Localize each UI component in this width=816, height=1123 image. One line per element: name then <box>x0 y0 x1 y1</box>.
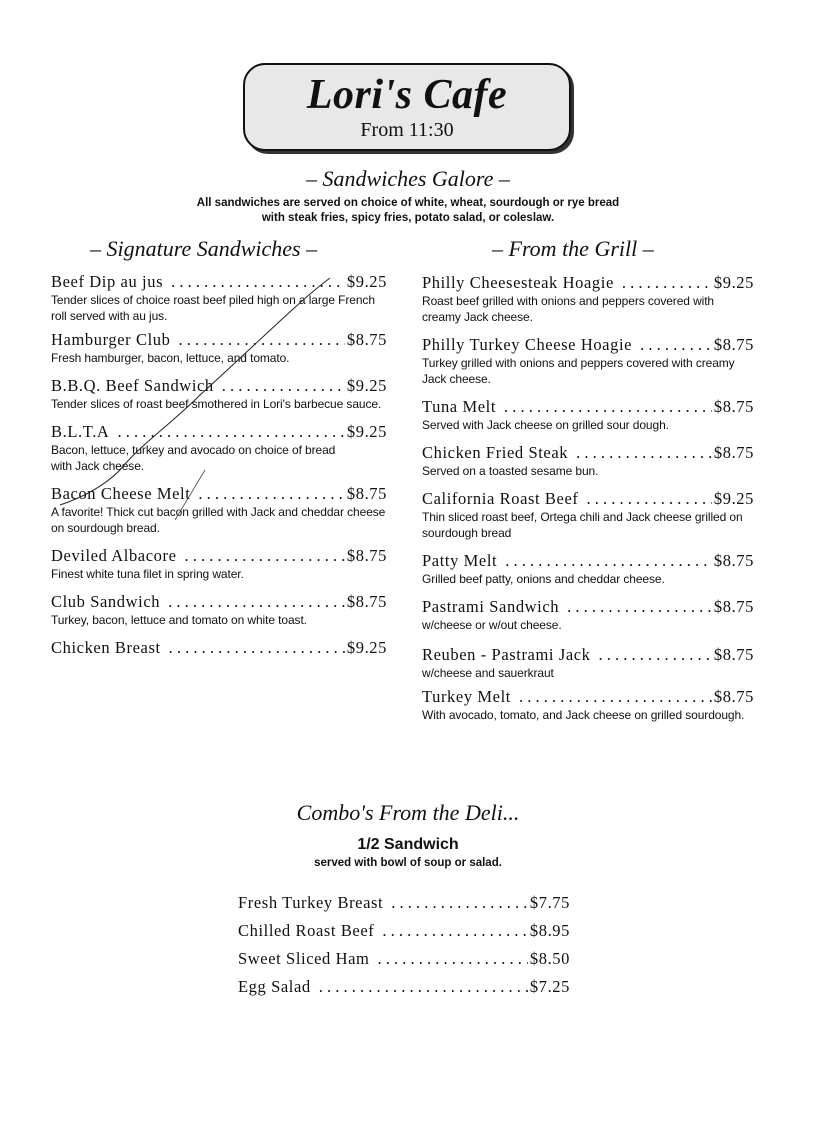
item-price: $8.75 <box>346 546 387 565</box>
item-price: $8.75 <box>713 597 754 616</box>
item-description: Served on a toasted sesame bun. <box>422 464 599 478</box>
item-price: $8.75 <box>713 397 754 416</box>
item-name: Patty Melt <box>422 551 498 570</box>
combo-heading: Combo's From the Deli... <box>296 800 520 825</box>
sandwiches-note-2: with steak fries, spicy fries, potato salad, or coleslaw. <box>261 212 555 224</box>
leader-dots <box>185 546 345 566</box>
sandwiches-heading: – Sandwiches Galore – <box>306 166 510 191</box>
item-price: $9.25 <box>346 422 387 441</box>
item-description: Bacon, lettuce, turkey and avocado on choice of bread with Jack cheese. <box>51 443 336 473</box>
item-price: $8.75 <box>713 335 754 354</box>
leader-dots <box>576 443 712 463</box>
item-name: B.L.T.A <box>51 422 110 441</box>
item-name: Turkey Melt <box>422 687 511 706</box>
item-price: $8.75 <box>713 687 754 706</box>
item-price: $8.75 <box>713 443 754 462</box>
menu-item <box>51 638 387 658</box>
item-name: Philly Turkey Cheese Hoagie <box>422 335 633 354</box>
item-price: $9.25 <box>713 273 754 292</box>
item-description: Tender slices of roast beef smothered in Lori's barbecue sauce. <box>51 397 382 411</box>
menu-item <box>422 551 754 597</box>
signature-list <box>51 272 387 658</box>
leader-dots <box>222 376 345 396</box>
menu-item <box>238 949 570 977</box>
item-price: $8.75 <box>346 330 387 349</box>
item-description: Turkey, bacon, lettuce and tomato on white toast. <box>51 613 307 627</box>
leader-dots <box>599 645 712 665</box>
menu-item <box>51 272 387 326</box>
leader-dots <box>319 977 528 997</box>
item-name: California Roast Beef <box>422 489 579 508</box>
item-description: Tender slices of choice roast beef piled high on a large French roll served with au jus. <box>51 293 375 323</box>
signature-heading: – Signature Sandwiches – <box>90 236 318 261</box>
menu-item <box>422 397 754 443</box>
leader-dots <box>168 592 345 612</box>
leader-dots <box>198 484 344 504</box>
menu-item <box>51 546 387 592</box>
item-description: With avocado, tomato, and Jack cheese on grilled sourdough. <box>422 708 745 722</box>
leader-dots <box>505 551 712 571</box>
menu-item <box>422 645 754 687</box>
leader-dots <box>519 687 712 707</box>
leader-dots <box>504 397 712 417</box>
cafe-name: Lori's Cafe <box>306 72 508 118</box>
menu-item <box>422 273 754 335</box>
item-name: Philly Cheesesteak Hoagie <box>422 273 614 292</box>
item-name: Egg Salad <box>238 977 311 996</box>
menu-item <box>238 921 570 949</box>
menu-item <box>422 597 754 643</box>
item-name: Chicken Breast <box>51 638 161 657</box>
leader-dots <box>382 921 528 941</box>
item-description: w/cheese and sauerkraut <box>422 666 554 680</box>
item-price: $9.25 <box>346 376 387 395</box>
combo-note: served with bowl of soup or salad. <box>314 857 502 869</box>
item-name: Club Sandwich <box>51 592 161 611</box>
item-price: $8.75 <box>346 484 387 503</box>
menu-item <box>51 376 387 422</box>
item-price: $7.25 <box>529 977 570 996</box>
item-name: Bacon Cheese Melt <box>51 484 191 503</box>
sandwiches-note-1: All sandwiches are served on choice of white, wheat, sourdough or rye bread <box>196 197 620 209</box>
leader-dots <box>391 893 528 913</box>
leader-dots <box>178 330 344 350</box>
item-description: Grilled beef patty, onions and cheddar cheese. <box>422 572 665 586</box>
item-description: Fresh hamburger, bacon, lettuce, and tomato. <box>51 351 290 365</box>
menu-item <box>422 443 754 489</box>
item-price: $7.75 <box>529 893 570 912</box>
leader-dots <box>640 335 712 355</box>
grill-heading: – From the Grill – <box>492 236 654 261</box>
item-name: Deviled Albacore <box>51 546 177 565</box>
item-description: Finest white tuna filet in spring water. <box>51 567 244 581</box>
item-name: Hamburger Club <box>51 330 171 349</box>
menu-item <box>51 592 387 638</box>
item-name: Tuna Melt <box>422 397 497 416</box>
menu-item <box>238 977 570 997</box>
menu-item <box>51 422 387 484</box>
item-description: w/cheese or w/out cheese. <box>422 618 562 632</box>
menu-item <box>422 687 754 723</box>
item-name: Chicken Fried Steak <box>422 443 569 462</box>
combo-list <box>238 893 570 997</box>
leader-dots <box>567 597 712 617</box>
title-box <box>243 63 571 151</box>
item-description: Turkey grilled with onions and peppers covered with creamy Jack cheese. <box>422 356 735 386</box>
leader-dots <box>171 272 345 292</box>
item-description: Served with Jack cheese on grilled sour dough. <box>422 418 669 432</box>
menu-item <box>422 489 754 551</box>
menu-item <box>51 330 387 376</box>
leader-dots <box>622 273 712 293</box>
grill-list <box>422 273 754 723</box>
item-name: B.B.Q. Beef Sandwich <box>51 376 214 395</box>
item-name: Reuben - Pastrami Jack <box>422 645 591 664</box>
leader-dots <box>169 638 345 658</box>
item-name: Pastrami Sandwich <box>422 597 560 616</box>
item-name: Beef Dip au jus <box>51 272 164 291</box>
item-name: Sweet Sliced Ham <box>238 949 370 968</box>
item-price: $9.25 <box>346 272 387 291</box>
item-description: Roast beef grilled with onions and peppers covered with creamy Jack cheese. <box>422 294 715 324</box>
item-price: $8.75 <box>346 592 387 611</box>
leader-dots <box>586 489 711 509</box>
item-price: $8.95 <box>529 921 570 940</box>
item-name: Fresh Turkey Breast <box>238 893 384 912</box>
opening-hours: From 11:30 <box>360 119 454 141</box>
item-price: $8.75 <box>713 645 754 664</box>
item-price: $9.25 <box>713 489 754 508</box>
menu-item <box>51 484 387 546</box>
menu-item <box>238 893 570 921</box>
menu-item <box>422 335 754 397</box>
item-price: $8.75 <box>713 551 754 570</box>
combo-subheading: 1/2 Sandwich <box>357 836 459 853</box>
item-description: A favorite! Thick cut bacon grilled with Jack and cheddar cheese on sourdough bread. <box>51 505 386 535</box>
item-price: $8.50 <box>529 949 570 968</box>
leader-dots <box>378 949 528 969</box>
item-price: $9.25 <box>346 638 387 657</box>
item-description: Thin sliced roast beef, Ortega chili and Jack cheese grilled on sourdough bread <box>422 510 743 540</box>
item-name: Chilled Roast Beef <box>238 921 375 940</box>
leader-dots <box>117 422 344 442</box>
